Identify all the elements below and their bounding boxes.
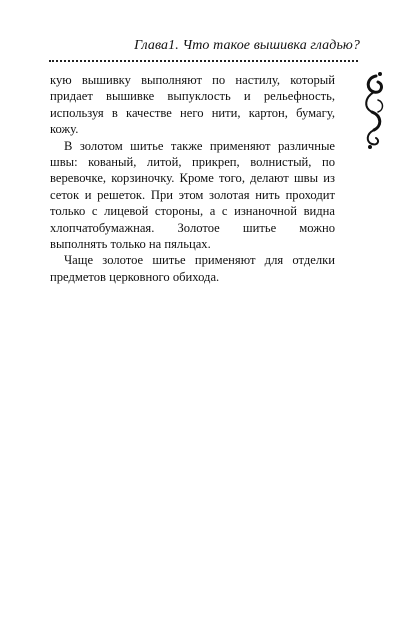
paragraph-church-use: Чаще золотое шитье применяют для отделки предметов церковного обихода. (50, 253, 335, 284)
paragraph-continued: кую вышивку выполняют по настилу, который придает вышивке выпуклость и рельефность, используя в качестве него нити, картон, бумагу, кожу. (50, 73, 335, 137)
swirl-ornament-icon (358, 70, 388, 150)
body-text (50, 72, 335, 285)
paragraph-stitches: В золотом шитье также применяют различные швы: кованый, литой, прикреп, волнистый, по веревочке, корзиночку. Кроме того, делают швы из сеток и решеток. При этом золотая нить проходит только с лицевой стороны, а с изнаночной видна хлопчатобумажная. Золотое шитье можно выполнять только на пяльцах. (50, 138, 335, 252)
header-dotted-rule (49, 60, 358, 62)
running-header: Глава1. Что такое вышивка гладью? (134, 38, 360, 53)
